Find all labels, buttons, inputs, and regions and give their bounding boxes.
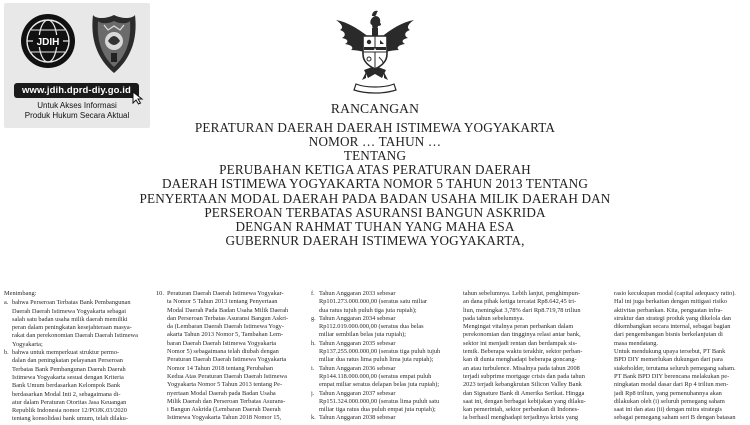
clause-label: b. xyxy=(4,349,9,357)
text-line: Milik Daerah dan Perseroan Terbatas Asurans- xyxy=(167,397,286,405)
text-line: stakeholder, terutama seluruh pemegang saham. xyxy=(614,364,736,372)
diy-seal-icon xyxy=(88,11,140,77)
item-label: g. xyxy=(311,314,316,322)
text-line: Istimewa Yogyakarta Tahun 2018 Nomor 15, xyxy=(167,414,282,422)
text-line: pada tahun sebelumnya. xyxy=(463,314,525,322)
clause-text xyxy=(12,349,128,424)
text-line: sektor ini menjadi rentan dan berdampak sis- xyxy=(463,339,578,347)
governor-line: GUBERNUR DAERAH ISTIMEWA YOGYAKARTA, xyxy=(225,232,525,248)
regulation-title-line: PERATURAN DAERAH DAERAH ISTIMEWA YOGYAKARTA xyxy=(194,120,556,136)
text-line: perekonomian dan tingginya relasi antar bank, xyxy=(463,331,581,339)
budget-item-g xyxy=(311,315,455,340)
text-line: empat miliar seratus delapan belas juta rupiah); xyxy=(319,381,440,389)
text-line: Peraturan Daerah Daerah Istimewa Yogyakar- xyxy=(167,290,284,297)
budget-item-f xyxy=(311,290,455,315)
text-line: saat ini, dengan berbagai kebijakan yang dilaku- xyxy=(463,397,586,405)
text-line: i Bangun Askrida (Lembaran Daerah Daerah xyxy=(167,406,281,414)
draft-label: RANCANGAN xyxy=(330,101,420,116)
text-line: ia berhasil menghadapi terjadinya krisis yang xyxy=(463,414,579,422)
text-line: miliar tiga ratus dua puluh empat juta rupiah); xyxy=(319,406,436,414)
text-line: miliar sembilan belas juta rupiah); xyxy=(319,331,407,339)
body-column-2 xyxy=(156,290,302,425)
text-line: aktivitas perbankan. Kita, penguatan infra- xyxy=(614,306,723,314)
text-line: Yogyakarta; xyxy=(12,340,43,348)
text-line: Untuk mendukung upaya tersebut, PT Bank xyxy=(614,348,726,356)
clause-10 xyxy=(156,290,302,423)
draft-heading xyxy=(0,102,750,248)
text-line: Tahun Anggaran 2037 sebesar xyxy=(319,389,396,397)
text-line: Daerah Daerah Istimewa Yogyakarta sebagai xyxy=(12,307,126,315)
text-line: saat ini dan atau (ii) dengan mitra strategis xyxy=(614,406,722,414)
text-line: Istimewa Yogyakarta sesuai dengan Kriteria xyxy=(12,373,124,381)
text-line: bahwa Perseroan Terbatas Bank Pembangunan xyxy=(12,299,131,307)
clause-label: 10. xyxy=(156,290,164,297)
clause-text xyxy=(167,290,288,423)
text-line: Terbatas Bank Pembangunan Daerah Daerah xyxy=(12,365,126,373)
text-line: Nomor 5) sebagaimana telah diubah dengan xyxy=(167,348,279,356)
clause-a xyxy=(4,299,146,349)
text-line: tahun sebelumnya. Lebih lanjut, penghimpun- xyxy=(463,290,580,297)
item-label: k. xyxy=(311,414,316,422)
text-line: an atau turbulence. Misalnya pada tahun 2008 xyxy=(463,364,580,372)
clause-text xyxy=(12,299,138,349)
text-line: jadi Rp8 triliun, yang pemenuhannya akan xyxy=(614,389,722,397)
text-line: tentang konsolidasi bank umum, telah dilaku- xyxy=(12,415,128,423)
text-line: kan pemerintah, sektor perbankan di Indones- xyxy=(463,406,580,414)
clause-b xyxy=(4,349,146,424)
text-line: Tahun Anggaran 2036 sebesar xyxy=(319,364,396,372)
text-line: BPD DIY memerlukan dukungan dari para xyxy=(614,356,723,364)
text-line: struktur dan strategi produk yang dikelola dan xyxy=(614,314,731,322)
item-text xyxy=(319,414,455,422)
text-line: dari pengembangan bisnis berkelanjutan di xyxy=(614,331,723,339)
regulation-subject-line: PERUBAHAN KETIGA ATAS PERATURAN DAERAH xyxy=(219,162,531,178)
text-line: Modal Daerah Pada Badan Usaha Milik Daerah xyxy=(167,306,289,314)
text-line: dan Perseroan Terbatas Asuransi Bangun Askri- xyxy=(167,314,289,322)
text-line: miliar dua ratus lima puluh lima juta rupiah); xyxy=(319,356,434,364)
invocation-line: DENGAN RAHMAT TUHAN YANG MAHA ESA xyxy=(235,218,515,234)
text-line: Peraturan Daerah Daerah Istimewa Yogyakarta xyxy=(167,356,287,364)
text-line: ta Nomor 5 Tahun 2013 tentang Penyertaan xyxy=(167,298,278,306)
text-line: dan Signature Bank di Amerika Serikat. Hingga xyxy=(463,389,585,397)
regulation-subject-line: PERSEROAN TERBATAS ASURANSI BANGUN ASKRIDA xyxy=(204,204,546,220)
text-line: Rp151.324.000.000,00 (seratus lima puluh satu xyxy=(319,397,440,405)
text-line: PT Bank BPD DIY berencana melakukan pe- xyxy=(614,372,730,380)
text-line: Republik Indonesia nomor 12/POJK.03/2020 xyxy=(12,407,127,415)
text-line: Tahun Anggaran 2033 sebesar xyxy=(319,290,396,297)
regulation-subject-line: DAERAH ISTIMEWA YOGYAKARTA NOMOR 5 TAHUN 2013 TENTANG xyxy=(161,176,589,192)
text-line: Kedua Atas Peraturan Daerah Daerah Istimewa xyxy=(167,372,287,380)
item-label: j. xyxy=(311,389,315,397)
text-line: dua ratus tujuh puluh tiga juta rupiah); xyxy=(319,306,417,314)
item-label: f. xyxy=(311,290,315,297)
item-label: h. xyxy=(311,339,316,347)
jdih-logo-icon xyxy=(18,11,82,73)
text-line: baran Daerah Daerah Istimewa Yogyakarta xyxy=(167,339,277,347)
text-line: Rp137.255.000.000,00 (seratus tiga puluh tujuh xyxy=(319,348,441,356)
text-line: Rp112.019.000.000,00 (seratus dua belas xyxy=(319,323,424,331)
jdih-logo-text: JDIH xyxy=(36,37,60,48)
jdih-url-link[interactable]: www.jdih.dprd-diy.go.id xyxy=(14,83,139,98)
text-line: Nomor 14 Tahun 2018 tentang Perubahan xyxy=(167,364,274,372)
clause-label: a. xyxy=(4,299,9,307)
text-line: Mengingat vitalnya peran perbankan dalam xyxy=(463,323,574,331)
text-line: Tahun Anggaran 2035 sebesar xyxy=(319,339,396,347)
text-line: Tahun Anggaran 2038 sebesar xyxy=(319,414,396,422)
text-line: terjadi subprime mortgage crisis dan pada tahun xyxy=(463,372,585,380)
text-line: liun, meningkat 3,78% dari Rp8.719,78 triliun xyxy=(463,306,581,314)
text-line: dalan dan peningkatan pelayanan Perseroan xyxy=(12,357,123,365)
item-text xyxy=(319,315,455,340)
text-line: Tahun Anggaran 2034 sebesar xyxy=(319,314,396,322)
text-line: da (Lembaran Daerah Daerah Istimewa Yogy- xyxy=(167,323,284,331)
regulation-about-line: TENTANG xyxy=(343,148,407,164)
item-text xyxy=(319,365,455,390)
text-line: Bank Umum berdasarkan Kelompok Bank xyxy=(12,382,121,390)
text-line: masa mendatang. xyxy=(614,339,659,347)
regulation-number-line: NOMOR … TAHUN … xyxy=(308,134,442,150)
text-line: peran dalam peningkatan kesejahteraan masya- xyxy=(12,324,132,332)
budget-item-h xyxy=(311,340,455,365)
item-text xyxy=(319,340,455,365)
text-line: Hal ini juga berkaitan dengan mitigasi risiko xyxy=(614,298,728,306)
text-line: ningkatan modal dasar dari Rp 4 triliun men- xyxy=(614,381,729,389)
body-column-5 xyxy=(614,290,748,425)
text-line: kan di dunia menghadapi beberapa goncang- xyxy=(463,356,577,364)
text-line: 2023 terjadi kebangkrutan Silicon Valley Bank xyxy=(463,381,582,389)
text-line: Yogyakarta Nomor 5 Tahun 2013 tentang Pe- xyxy=(167,381,283,389)
text-line: dikembangkan secara internal, sebagai bagian xyxy=(614,323,731,331)
regulation-subject-line: PENYERTAAN MODAL DAERAH PADA BADAN USAHA MILIK DAERAH DAN xyxy=(139,190,611,206)
promo-caption-line-2: Produk Hukum Secara Aktual xyxy=(24,110,130,120)
text-line: rasio kecukupan modal (capital adequacy ratio). xyxy=(614,290,736,297)
text-line: salah satu badan usaha milik daerah memiliki xyxy=(12,315,128,323)
text-line: berdasarkan Modal Inti 2, sebagaimana di- xyxy=(12,390,121,398)
text-line: dilakukan oleh (i) seluruh pemegang saham xyxy=(614,397,725,405)
body-column-1 xyxy=(4,290,146,425)
text-line: atur dalam Peraturan Otoritas Jasa Keuangan xyxy=(12,398,127,406)
text-line: Rp101.273.000.000,00 (seratus satu miliar xyxy=(319,298,428,306)
budget-item-i xyxy=(311,365,455,390)
body-column-4 xyxy=(463,290,607,425)
text-line: akarta Tahun 2013 Nomor 5, Tambahan Lem- xyxy=(167,331,284,339)
item-text xyxy=(319,290,455,315)
text-line: Rp144.118.000.000,00 (seratus empat puluh xyxy=(319,372,432,380)
text-line: rakat dan perekonomian Daerah Daerah Istimewa xyxy=(12,332,138,340)
promo-caption-line-1: Untuk Akses Informasi xyxy=(37,101,117,110)
text-line: an dana pihak ketiga tercatat Rp8.642,45 tri- xyxy=(463,298,577,306)
item-text xyxy=(319,390,455,415)
text-line: sebagai pemegang saham seri B dengan batasan xyxy=(614,414,736,422)
text-line: bahwa untuk memperkuat struktur permo- xyxy=(12,349,120,357)
text-line: temik. Beberapa waktu terakhir, sektor perban- xyxy=(463,348,583,356)
item-label: i. xyxy=(311,364,315,372)
body-column-3 xyxy=(311,290,455,425)
considering-title: Menimbang: xyxy=(4,290,37,297)
budget-item-j xyxy=(311,390,455,415)
garuda-emblem-icon xyxy=(332,8,418,96)
budget-item-k xyxy=(311,414,455,422)
text-line: nyertaan Modal Daerah pada Badan Usaha xyxy=(167,389,276,397)
